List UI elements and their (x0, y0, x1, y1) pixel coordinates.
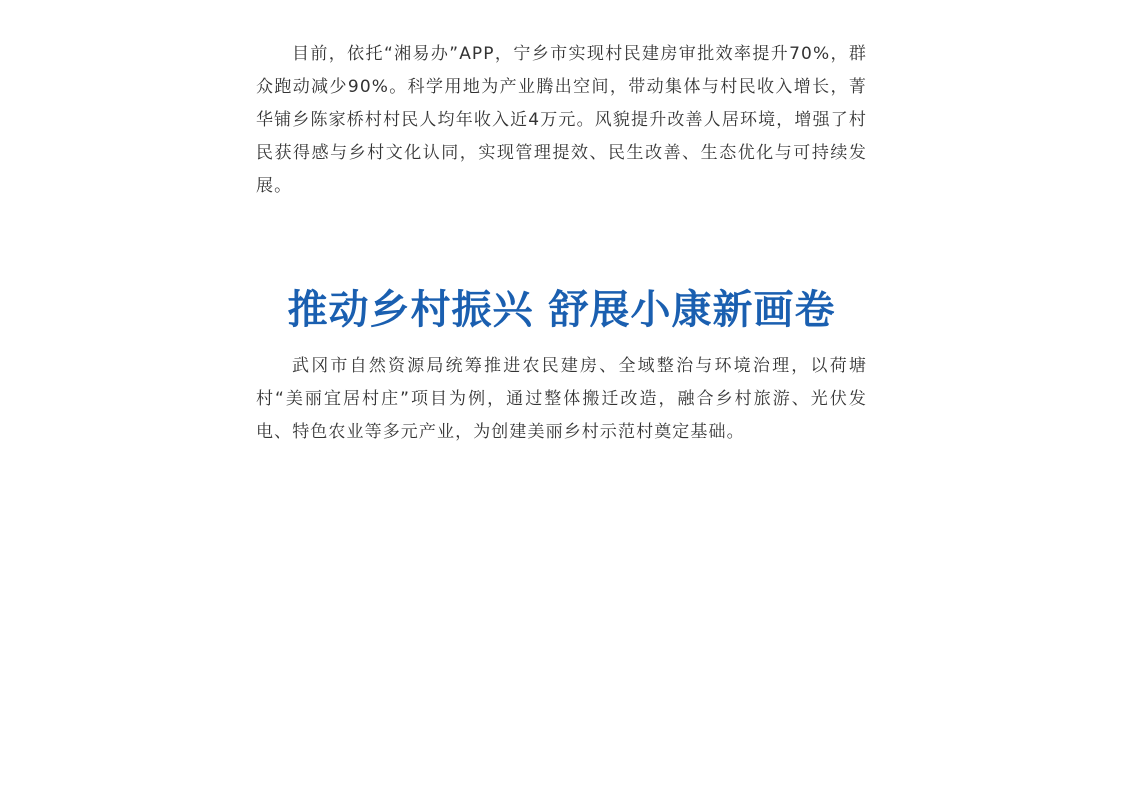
section-heading: 推动乡村振兴 舒展小康新画卷 (287, 286, 836, 333)
paragraph-wugang-hetang: 武冈市自然资源局统筹推进农民建房、全域整治与环境治理，以荷塘村“美丽宜居村庄”项目为例，通过整体搬迁改造，融合乡村旅游、光伏发电、特色农业等多元产业，为创建美丽乡村示范村奠定基础。 (256, 356, 867, 442)
paragraph-ningxiang-results: 目前，依托“湘易办”APP，宁乡市实现村民建房审批效率提升70%，群众跑动减少90%。科学用地为产业腾出空间，带动集体与村民收入增长，菁华铺乡陈家桥村村民人均年收入近4万元。风貌提升改善人居环境，增强了村民获得感与乡村文化认同，实现管理提效、民生改善、生态优化与可持续发展。 (256, 44, 867, 196)
